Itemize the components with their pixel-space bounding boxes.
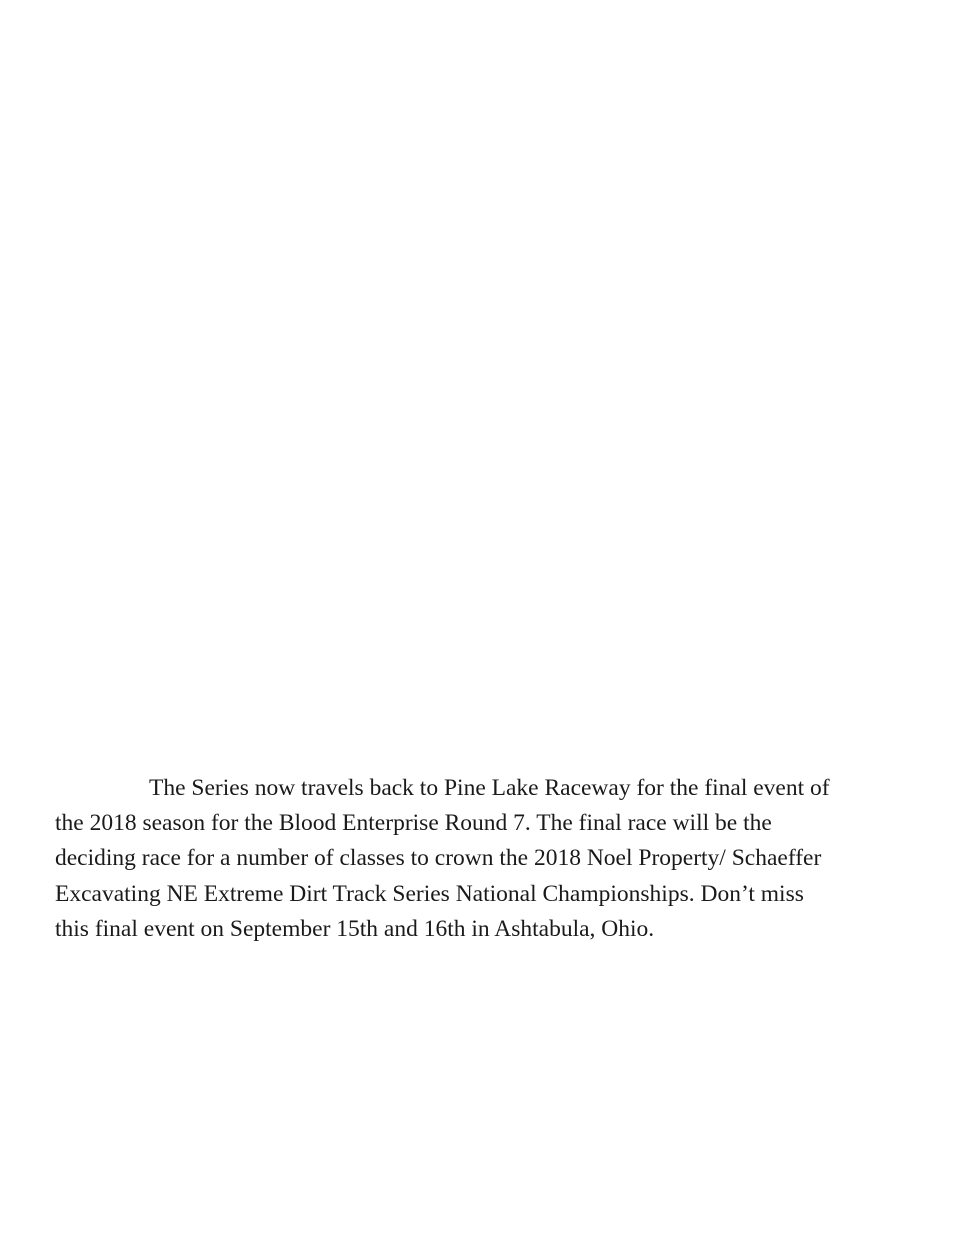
paragraph-line: Excavating NE Extreme Dirt Track Series National Championships. Don’t miss xyxy=(55,880,804,907)
paragraph-line: this final event on September 15th and 16th in Ashtabula, Ohio. xyxy=(55,915,655,942)
body-paragraph xyxy=(55,771,915,947)
paragraph-line: The Series now travels back to Pine Lake Raceway for the final event of xyxy=(149,775,830,801)
paragraph-line: deciding race for a number of classes to crown the 2018 Noel Property/ Schaeffer xyxy=(55,845,822,872)
paragraph-line: the 2018 season for the Blood Enterprise Round 7. The final race will be the xyxy=(55,810,772,837)
